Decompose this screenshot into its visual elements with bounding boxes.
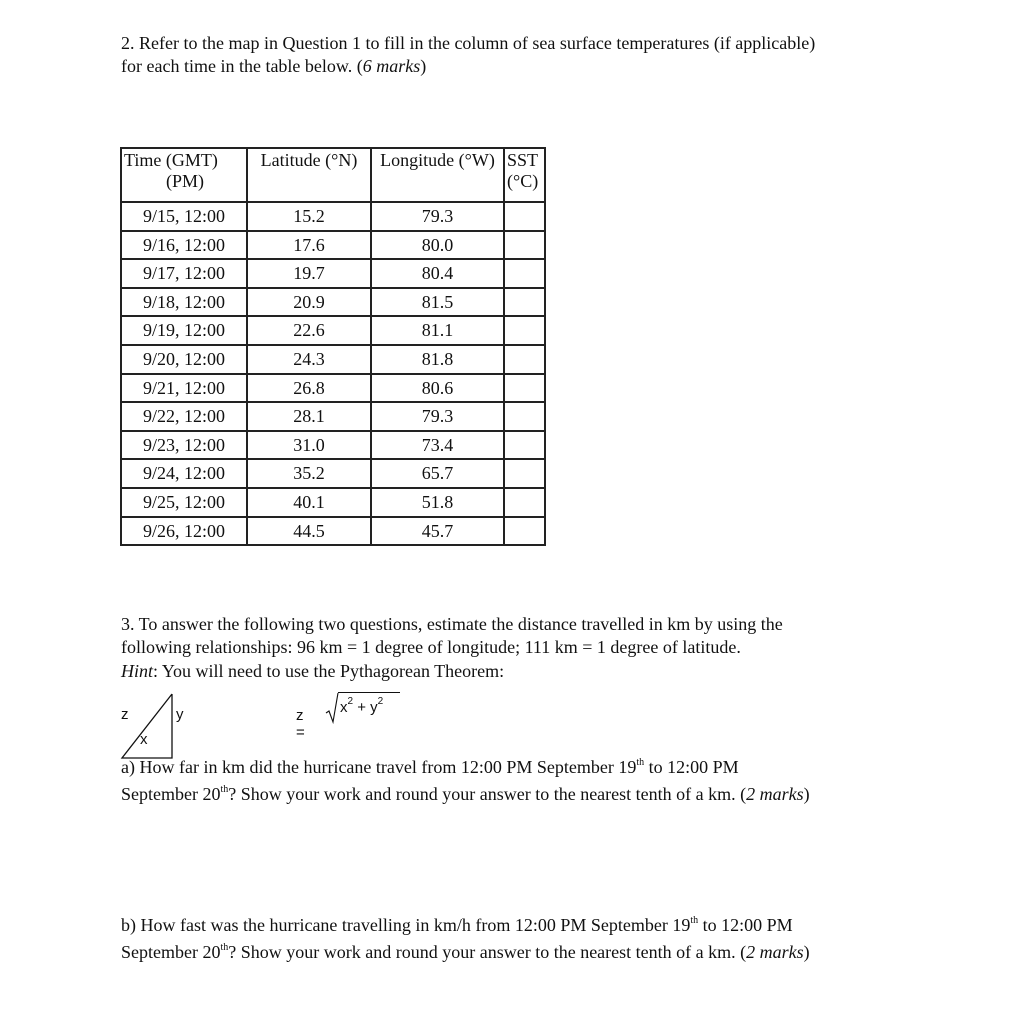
cell-sst-input[interactable] [504,488,545,517]
qb-line2 [121,941,810,963]
cell-lat: 31.0 [247,431,371,460]
header-time-label: Time (GMT) [124,150,218,170]
cell-time: 9/19, 12:00 [121,316,247,345]
cell-sst-input[interactable] [504,402,545,431]
header-sst [504,148,545,202]
q3-line1: 3. To answer the following two questions, estimate the distance travelled in km by using the [121,614,783,634]
cell-time: 9/16, 12:00 [121,231,247,260]
qa-line2-b: ? Show your work and round your answer to the nearest tenth of a km. ( [228,784,747,804]
cell-lat: 24.3 [247,345,371,374]
cell-sst-input[interactable] [504,259,545,288]
q2-line2 [121,55,426,77]
header-time-sub: (PM) [165,171,204,191]
qa-line1-a: a) How far in km did the hurricane travel from 12:00 PM September 19 [121,757,637,777]
cell-lat: 15.2 [247,202,371,231]
cell-time: 9/26, 12:00 [121,517,247,546]
triangle-label-x: x [140,731,148,748]
hurricane-track-table [120,147,546,546]
cell-sst-input[interactable] [504,459,545,488]
cell-lat: 17.6 [247,231,371,260]
cell-time: 9/18, 12:00 [121,288,247,317]
header-latitude: Latitude (°N) [247,148,371,202]
formula-exp-x: 2 [347,696,354,707]
cell-lat: 22.6 [247,316,371,345]
cell-lat: 35.2 [247,459,371,488]
cell-lon: 65.7 [371,459,504,488]
header-longitude: Longitude (°W) [371,148,504,202]
header-time [121,148,247,202]
qb-close: ) [803,942,810,962]
qa-th-1: th [636,757,645,768]
sqrt-bar [338,692,400,693]
table-row [121,259,545,288]
cell-lat: 44.5 [247,517,371,546]
cell-lon: 45.7 [371,517,504,546]
qa-close: ) [803,784,810,804]
cell-sst-input[interactable] [504,374,545,403]
q2-line2-text: for each time in the table below. ( [121,56,363,76]
cell-time: 9/21, 12:00 [121,374,247,403]
cell-lat: 20.9 [247,288,371,317]
cell-time: 9/17, 12:00 [121,259,247,288]
qa-line1 [121,756,739,778]
q3-line2: following relationships: 96 km = 1 degree of longitude; 111 km = 1 degree of latitude. [121,637,741,657]
qb-th-1: th [690,915,699,926]
header-sst-sub: (°C) [507,171,539,191]
cell-sst-input[interactable] [504,345,545,374]
formula-exp-y: 2 [377,696,384,707]
qb-line1-a: b) How fast was the hurricane travelling in km/h from 12:00 PM September 19 [121,915,691,935]
sqrt-symbol [325,692,339,726]
formula-lhs: z = [296,707,305,741]
qa-marks: 2 marks [746,784,804,804]
table-row [121,345,545,374]
triangle-outline [122,694,172,758]
cell-lon: 73.4 [371,431,504,460]
qa-th-2: th [220,784,229,795]
q2-marks: 6 marks [362,56,421,76]
cell-lon: 80.6 [371,374,504,403]
q2-line2-end: ) [420,56,427,76]
table-row [121,231,545,260]
hint-text: : You will need to use the Pythagorean Theorem: [153,661,505,681]
cell-sst-input[interactable] [504,231,545,260]
table-row [121,431,545,460]
table-row [121,288,545,317]
qa-line2 [121,783,810,805]
table-row [121,517,545,546]
cell-lon: 79.3 [371,402,504,431]
cell-time: 9/24, 12:00 [121,459,247,488]
cell-time: 9/15, 12:00 [121,202,247,231]
cell-lat: 19.7 [247,259,371,288]
table-row [121,202,545,231]
q3-hint [121,660,504,682]
cell-time: 9/22, 12:00 [121,402,247,431]
cell-time: 9/23, 12:00 [121,431,247,460]
qb-marks: 2 marks [746,942,804,962]
table-row [121,488,545,517]
qb-line2-b: ? Show your work and round your answer to the nearest tenth of a km. ( [228,942,747,962]
header-sst-label: SST [507,150,539,170]
table-header-row [121,148,545,202]
table-row [121,459,545,488]
qa-line1-b: to 12:00 PM [644,757,739,777]
cell-sst-input[interactable] [504,517,545,546]
cell-lon: 51.8 [371,488,504,517]
table-row [121,402,545,431]
cell-sst-input[interactable] [504,431,545,460]
cell-lat: 28.1 [247,402,371,431]
cell-lon: 79.3 [371,202,504,231]
table-row [121,316,545,345]
formula-y: y [370,699,378,716]
qb-line1 [121,914,793,936]
cell-lon: 81.1 [371,316,504,345]
q2-line1: 2. Refer to the map in Question 1 to fill in the column of sea surface temperatures (if applicable) [121,33,816,53]
cell-sst-input[interactable] [504,288,545,317]
cell-lat: 26.8 [247,374,371,403]
cell-lon: 80.0 [371,231,504,260]
cell-lon: 80.4 [371,259,504,288]
formula-radicand [340,696,384,716]
formula-plus: + [353,699,371,716]
cell-sst-input[interactable] [504,316,545,345]
cell-time: 9/20, 12:00 [121,345,247,374]
hint-label: Hint [121,661,154,681]
qb-line1-b: to 12:00 PM [698,915,793,935]
qa-line2-a: September 20 [121,784,221,804]
triangle-label-z: z [121,706,129,723]
table-row [121,374,545,403]
qb-line2-a: September 20 [121,942,221,962]
formula-x: x [340,699,348,716]
right-triangle-diagram [118,692,188,764]
cell-time: 9/25, 12:00 [121,488,247,517]
cell-sst-input[interactable] [504,202,545,231]
triangle-label-y: y [176,706,184,723]
qb-th-2: th [220,942,229,953]
cell-lat: 40.1 [247,488,371,517]
cell-lon: 81.5 [371,288,504,317]
cell-lon: 81.8 [371,345,504,374]
